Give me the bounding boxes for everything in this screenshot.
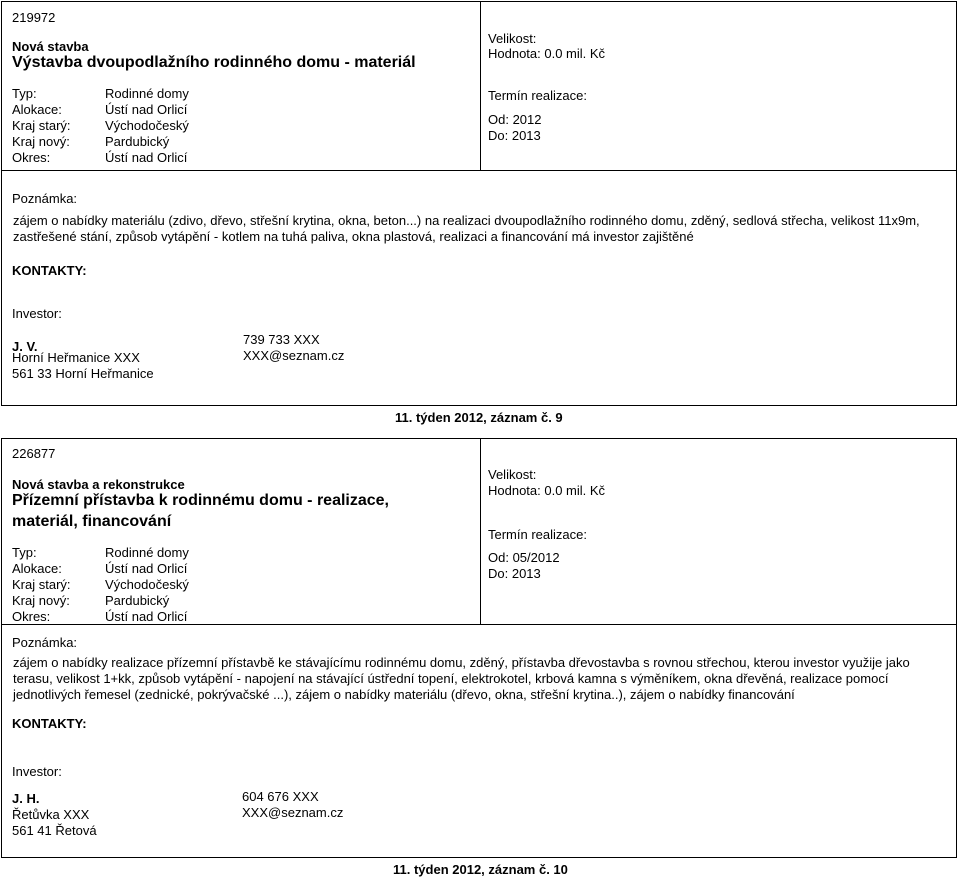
term-to: Do: 2013 xyxy=(488,128,541,143)
value-text: Hodnota: 0.0 mil. Kč xyxy=(488,46,606,61)
note-label: Poznámka: xyxy=(12,191,78,206)
section-divider xyxy=(2,170,956,171)
contacts-heading: KONTAKTY: xyxy=(12,716,87,731)
info-value: Rodinné domy xyxy=(105,86,189,101)
note-text: zájem o nabídky materiálu (zdivo, dřevo, střešní krytina, okna, beton...) na realizaci dvoupodlažního rodinného domu, zděný, sedlová střecha, velikost 11x9m, zastřešené stání, způsob vytápění - kotlem na tuhá paliva, okna plastová, realizaci a financování má investor zajištěné xyxy=(13,213,920,244)
value-text: Hodnota: 0.0 mil. Kč xyxy=(488,483,606,498)
info-label: Kraj nový: xyxy=(12,593,70,608)
record-title-line1: Přízemní přístavba k rodinnému domu - realizace, xyxy=(12,492,389,509)
info-label: Typ: xyxy=(12,86,37,101)
investor-phone: 604 676 XXX xyxy=(242,789,319,804)
info-value: Rodinné domy xyxy=(105,545,189,560)
investor-name: J. H. xyxy=(12,791,40,806)
info-label: Alokace: xyxy=(12,102,62,117)
term-from: Od: 05/2012 xyxy=(488,550,560,565)
record-kind: Nová stavba xyxy=(12,39,89,54)
info-value: Ústí nad Orlicí xyxy=(105,150,188,165)
size-label: Velikost: xyxy=(488,31,537,46)
investor-street: Horní Heřmanice XXX xyxy=(12,350,140,365)
investor-email[interactable]: XXX@seznam.cz xyxy=(242,805,344,820)
investor-label: Investor: xyxy=(12,306,62,321)
info-label: Kraj nový: xyxy=(12,134,70,149)
record-kind: Nová stavba a rekonstrukce xyxy=(12,477,185,492)
info-value: Východočeský xyxy=(105,577,189,592)
size-label: Velikost: xyxy=(488,467,537,482)
info-value: Ústí nad Orlicí xyxy=(105,609,188,624)
investor-city: 561 33 Horní Heřmanice xyxy=(12,366,154,381)
info-value: Pardubický xyxy=(105,593,170,608)
info-label: Kraj starý: xyxy=(12,577,71,592)
term-label: Termín realizace: xyxy=(488,527,587,542)
investor-city: 561 41 Řetová xyxy=(12,823,97,838)
term-from: Od: 2012 xyxy=(488,112,542,127)
note-label: Poznámka: xyxy=(12,635,78,650)
note-text: zájem o nabídky realizace přízemní přístavbě ke stávajícímu rodinnému domu, zděný, přístavba dřevostavba s rovnou střechou, kterou investor využije jako terasu, velikost 1+kk, způsob vytápění - napojení na stávající ústřední topení, elektrokotel, krbová kamna s výměníkem, okna dřevěná, realizace pomocí jednotlivých řemesel (zednické, pokrývačské ...), zájem o nabídky materiálu (dřevo, okna, střešní krytina..), zájem o nabídky financování xyxy=(13,655,910,702)
info-value: Ústí nad Orlicí xyxy=(105,102,188,117)
investor-email[interactable]: XXX@seznam.cz xyxy=(243,348,345,363)
info-value: Ústí nad Orlicí xyxy=(105,561,188,576)
investor-phone: 739 733 XXX xyxy=(243,332,320,347)
term-to: Do: 2013 xyxy=(488,566,541,581)
investor-label: Investor: xyxy=(12,764,62,779)
record-id: 219972 xyxy=(12,10,56,25)
investor-street: Řetůvka XXX xyxy=(12,807,90,822)
record-title-line2: materiál, financování xyxy=(12,513,172,530)
column-divider xyxy=(480,2,481,170)
column-divider xyxy=(480,439,481,624)
contacts-heading: KONTAKTY: xyxy=(12,263,87,278)
investor-name: J. V. xyxy=(12,339,38,354)
record-footer: 11. týden 2012, záznam č. 9 xyxy=(395,410,563,425)
info-value: Východočeský xyxy=(105,118,189,133)
term-label: Termín realizace: xyxy=(488,88,587,103)
record-footer: 11. týden 2012, záznam č. 10 xyxy=(393,862,568,877)
info-label: Okres: xyxy=(12,609,51,624)
info-label: Alokace: xyxy=(12,561,62,576)
record-card xyxy=(1,1,957,406)
info-label: Kraj starý: xyxy=(12,118,71,133)
info-label: Typ: xyxy=(12,545,37,560)
record-title: Výstavba dvoupodlažního rodinného domu - materiál xyxy=(12,54,416,71)
record-id: 226877 xyxy=(12,446,56,461)
record-card xyxy=(1,438,957,858)
info-value: Pardubický xyxy=(105,134,170,149)
info-label: Okres: xyxy=(12,150,51,165)
